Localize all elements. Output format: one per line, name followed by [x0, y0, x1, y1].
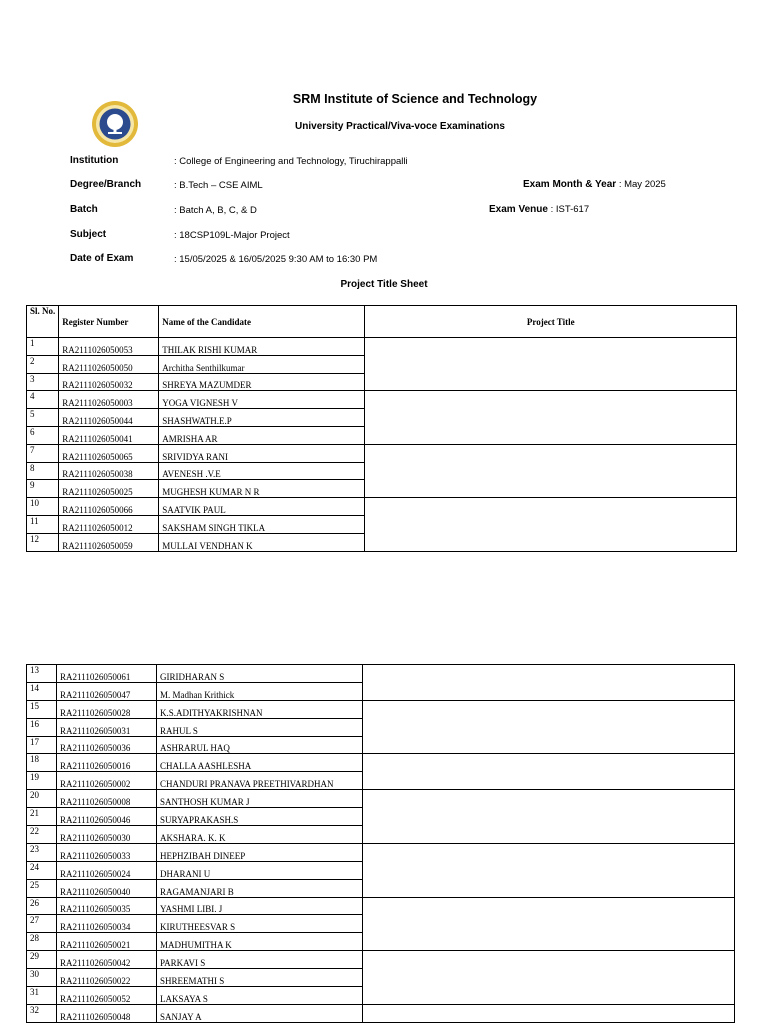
table-row [27, 391, 737, 409]
subject-label: Subject [70, 229, 107, 240]
venue-label: Exam Venue [489, 204, 548, 215]
cell-register-number: RA2111026050059 [59, 533, 159, 551]
cell-sl-no: 32 [27, 1004, 57, 1022]
table-row [27, 444, 737, 462]
cell-sl-no: 25 [27, 879, 57, 897]
cell-candidate-name: THILAK RISHI KUMAR [159, 338, 365, 356]
cell-sl-no: 26 [27, 897, 57, 915]
cell-candidate-name: RAHUL S [157, 718, 363, 736]
cell-sl-no: 18 [27, 754, 57, 772]
cell-sl-no: 29 [27, 951, 57, 969]
cell-project-title [365, 338, 737, 391]
cell-sl-no: 9 [27, 480, 59, 498]
cell-candidate-name: DHARANI U [157, 861, 363, 879]
cell-register-number: RA2111026050033 [57, 843, 157, 861]
cell-register-number: RA2111026050053 [59, 338, 159, 356]
cell-candidate-name: MADHUMITHA K [157, 933, 363, 951]
cell-register-number: RA2111026050031 [57, 718, 157, 736]
cell-register-number: RA2111026050041 [59, 426, 159, 444]
cell-candidate-name: AVENESH .V.E [159, 462, 365, 480]
batch-label: Batch [70, 204, 98, 215]
cell-project-title [363, 843, 735, 897]
institution-value: : College of Engineering and Technology, Tiruchirappalli [174, 156, 408, 167]
sheet-title: Project Title Sheet [340, 279, 428, 290]
cell-candidate-name: HEPHZIBAH DINEEP [157, 843, 363, 861]
cell-candidate-name: YASHMI LIBI. J [157, 897, 363, 915]
cell-candidate-name: SHASHWATH.E.P [159, 409, 365, 427]
cell-register-number: RA2111026050016 [57, 754, 157, 772]
cell-register-number: RA2111026050066 [59, 498, 159, 516]
table-row [27, 338, 737, 356]
cell-candidate-name: CHALLA AASHLESHA [157, 754, 363, 772]
degree-label: Degree/Branch [70, 179, 142, 190]
venue-value: : IST-617 [550, 204, 590, 215]
project-table-page1 [26, 305, 737, 552]
degree-value: : B.Tech – CSE AIML [174, 180, 263, 191]
header-register-number: Register Number [59, 306, 159, 338]
cell-sl-no: 22 [27, 826, 57, 844]
cell-register-number: RA2111026050035 [57, 897, 157, 915]
cell-candidate-name: MULLAI VENDHAN K [159, 533, 365, 551]
exam-subtitle: University Practical/Viva-voce Examinations [295, 121, 505, 132]
cell-project-title [365, 498, 737, 551]
cell-candidate-name: SANJAY A [157, 1004, 363, 1022]
cell-register-number: RA2111026050046 [57, 808, 157, 826]
cell-candidate-name: M. Madhan Krithick [157, 682, 363, 700]
cell-register-number: RA2111026050021 [57, 933, 157, 951]
cell-candidate-name: SRIVIDYA RANI [159, 444, 365, 462]
table-row [27, 897, 735, 915]
cell-sl-no: 19 [27, 772, 57, 790]
header-candidate-name: Name of the Candidate [159, 306, 365, 338]
cell-sl-no: 24 [27, 861, 57, 879]
cell-sl-no: 13 [27, 665, 57, 683]
cell-candidate-name: KIRUTHEESVAR S [157, 915, 363, 933]
cell-candidate-name: ASHRARUL HAQ [157, 736, 363, 754]
cell-register-number: RA2111026050038 [59, 462, 159, 480]
exam-month-value: : May 2025 [618, 179, 666, 190]
table-row [27, 700, 735, 718]
cell-candidate-name: LAKSAYA S [157, 987, 363, 1005]
cell-sl-no: 27 [27, 915, 57, 933]
cell-candidate-name: SAATVIK PAUL [159, 498, 365, 516]
cell-sl-no: 15 [27, 700, 57, 718]
cell-project-title [363, 951, 735, 1005]
project-table-page2 [26, 664, 735, 1023]
date-value: : 15/05/2025 & 16/05/2025 9:30 AM to 16:30 PM [174, 254, 378, 265]
table-row [27, 665, 735, 683]
cell-register-number: RA2111026050002 [57, 772, 157, 790]
cell-candidate-name: AMRISHA AR [159, 426, 365, 444]
table-row [27, 1004, 735, 1022]
cell-sl-no: 12 [27, 533, 59, 551]
cell-project-title [363, 1004, 735, 1022]
cell-register-number: RA2111026050040 [57, 879, 157, 897]
cell-register-number: RA2111026050034 [57, 915, 157, 933]
table-row [27, 843, 735, 861]
cell-register-number: RA2111026050008 [57, 790, 157, 808]
subject-value: : 18CSP109L-Major Project [174, 230, 290, 241]
cell-sl-no: 8 [27, 462, 59, 480]
table-row [27, 754, 735, 772]
header-project-title: Project Title [365, 306, 737, 338]
table-row [27, 790, 735, 808]
cell-candidate-name: YOGA VIGNESH V [159, 391, 365, 409]
cell-sl-no: 1 [27, 338, 59, 356]
cell-sl-no: 23 [27, 843, 57, 861]
cell-register-number: RA2111026050036 [57, 736, 157, 754]
cell-sl-no: 3 [27, 373, 59, 391]
cell-sl-no: 17 [27, 736, 57, 754]
cell-candidate-name: MUGHESH KUMAR N R [159, 480, 365, 498]
cell-register-number: RA2111026050032 [59, 373, 159, 391]
cell-sl-no: 4 [27, 391, 59, 409]
cell-sl-no: 31 [27, 987, 57, 1005]
cell-register-number: RA2111026050003 [59, 391, 159, 409]
cell-register-number: RA2111026050052 [57, 987, 157, 1005]
cell-sl-no: 16 [27, 718, 57, 736]
cell-sl-no: 21 [27, 808, 57, 826]
exam-month-year [523, 179, 666, 190]
institution-label: Institution [70, 155, 119, 166]
cell-register-number: RA2111026050012 [59, 515, 159, 533]
cell-register-number: RA2111026050061 [57, 665, 157, 683]
cell-candidate-name: SHREEMATHI S [157, 969, 363, 987]
cell-register-number: RA2111026050044 [59, 409, 159, 427]
cell-register-number: RA2111026050042 [57, 951, 157, 969]
institute-title: SRM Institute of Science and Technology [292, 92, 538, 106]
table-row [27, 951, 735, 969]
cell-project-title [363, 665, 735, 701]
exam-month-label: Exam Month & Year [523, 179, 617, 190]
cell-candidate-name: GIRIDHARAN S [157, 665, 363, 683]
cell-register-number: RA2111026050050 [59, 355, 159, 373]
cell-sl-no: 11 [27, 515, 59, 533]
cell-sl-no: 5 [27, 409, 59, 427]
cell-register-number: RA2111026050030 [57, 826, 157, 844]
cell-project-title [363, 790, 735, 844]
cell-candidate-name: SHREYA MAZUMDER [159, 373, 365, 391]
cell-candidate-name: SURYAPRAKASH.S [157, 808, 363, 826]
cell-candidate-name: CHANDURI PRANAVA PREETHIVARDHAN [157, 772, 363, 790]
cell-candidate-name: AKSHARA. K. K [157, 826, 363, 844]
cell-project-title [363, 754, 735, 790]
cell-sl-no: 6 [27, 426, 59, 444]
cell-sl-no: 7 [27, 444, 59, 462]
exam-venue [489, 204, 589, 215]
cell-register-number: RA2111026050022 [57, 969, 157, 987]
cell-sl-no: 30 [27, 969, 57, 987]
cell-candidate-name: K.S.ADITHYAKRISHNAN [157, 700, 363, 718]
cell-candidate-name: PARKAVI S [157, 951, 363, 969]
cell-sl-no: 20 [27, 790, 57, 808]
cell-candidate-name: Architha Senthilkumar [159, 355, 365, 373]
batch-value: : Batch A, B, C, & D [174, 205, 257, 216]
cell-register-number: RA2111026050048 [57, 1004, 157, 1022]
table-row [27, 498, 737, 516]
cell-register-number: RA2111026050028 [57, 700, 157, 718]
date-label: Date of Exam [70, 253, 134, 264]
cell-project-title [365, 391, 737, 444]
cell-sl-no: 2 [27, 355, 59, 373]
cell-register-number: RA2111026050024 [57, 861, 157, 879]
cell-project-title [365, 444, 737, 497]
cell-sl-no: 14 [27, 682, 57, 700]
cell-register-number: RA2111026050065 [59, 444, 159, 462]
table-header-row [27, 306, 737, 338]
cell-candidate-name: SAKSHAM SINGH TIKLA [159, 515, 365, 533]
cell-sl-no: 10 [27, 498, 59, 516]
cell-project-title [363, 700, 735, 754]
cell-register-number: RA2111026050047 [57, 682, 157, 700]
cell-project-title [363, 897, 735, 951]
header-sl-no: Sl. No. [27, 306, 59, 338]
cell-register-number: RA2111026050025 [59, 480, 159, 498]
cell-sl-no: 28 [27, 933, 57, 951]
cell-candidate-name: RAGAMANJARI B [157, 879, 363, 897]
cell-candidate-name: SANTHOSH KUMAR J [157, 790, 363, 808]
